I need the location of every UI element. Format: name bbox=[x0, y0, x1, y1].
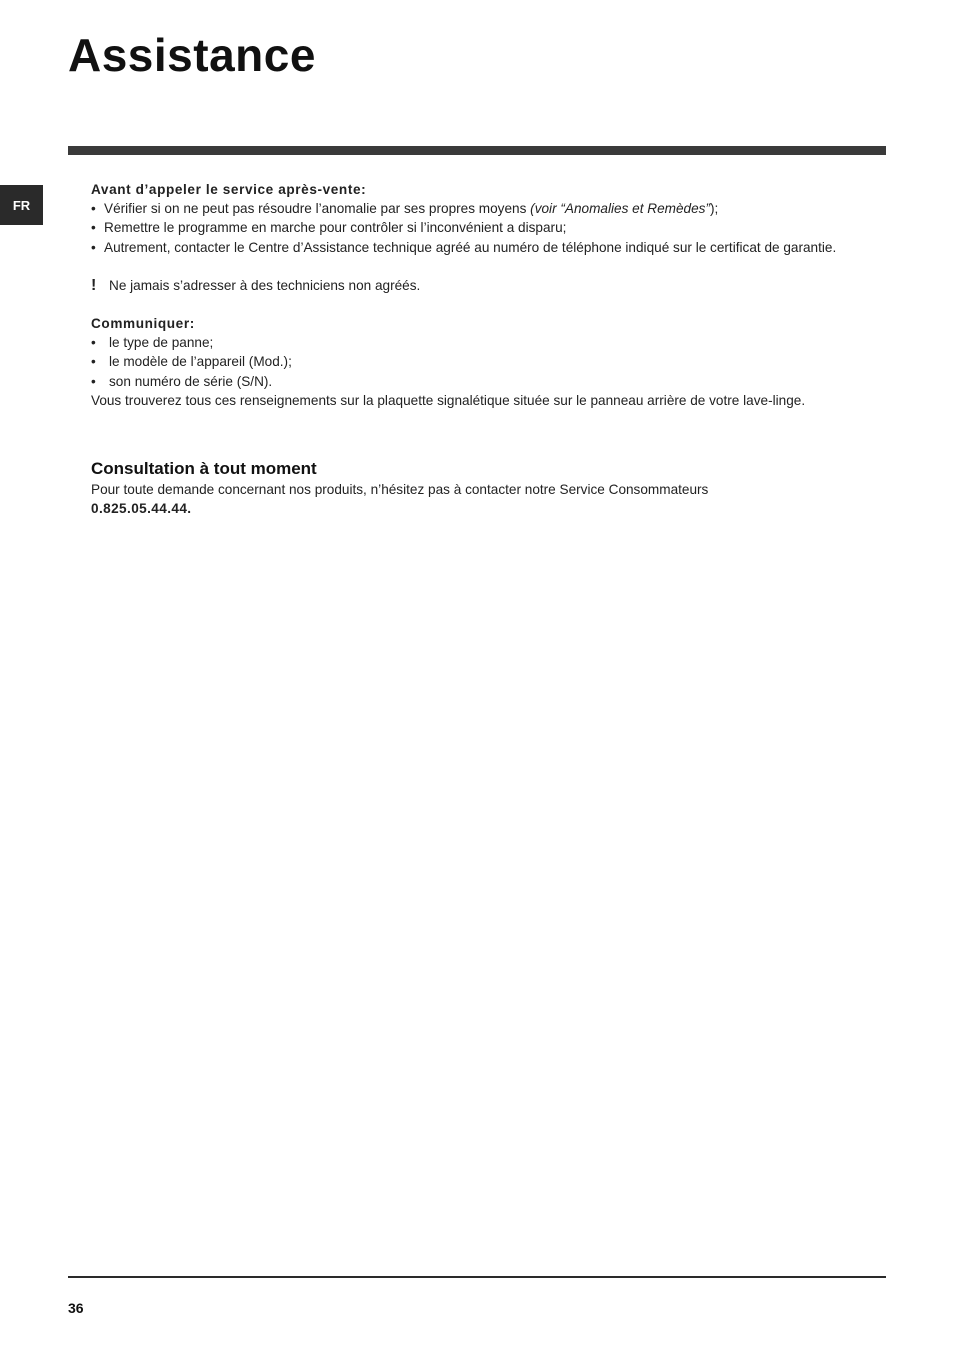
list-item-text: le modèle de l’appareil (Mod.); bbox=[109, 354, 292, 370]
page-title: Assistance bbox=[68, 29, 316, 81]
communicate-heading: Communiquer: bbox=[91, 316, 195, 332]
before-calling-heading: Avant d’appeler le service après-vente: bbox=[91, 182, 367, 197]
list-item-text: Remettre le programme en marche pour contrôler si l’inconvénient a disparu; bbox=[104, 220, 567, 236]
page-number: 36 bbox=[68, 1300, 84, 1316]
list-item bbox=[91, 352, 856, 371]
top-divider bbox=[68, 146, 886, 155]
list-item-text: son numéro de série (S/N). bbox=[109, 373, 273, 389]
list-item bbox=[91, 199, 856, 218]
warning-note bbox=[91, 276, 856, 295]
bullet-icon: • bbox=[91, 373, 96, 389]
list-item-text: Vérifier si on ne peut pas résoudre l’anomalie par ses propres moyens bbox=[104, 201, 531, 217]
main-content bbox=[91, 180, 856, 518]
warning-text: Ne jamais s’adresser à des techniciens non agréés. bbox=[109, 277, 421, 293]
list-item-italic: (voir “Anomalies et Remèdes” bbox=[530, 201, 710, 217]
exclamation-icon: ! bbox=[91, 276, 97, 294]
before-calling-section bbox=[91, 180, 856, 257]
consumer-service-phone: 0.825.05.44.44. bbox=[91, 501, 192, 517]
list-item bbox=[91, 218, 856, 237]
list-item bbox=[91, 372, 856, 391]
bullet-icon: • bbox=[91, 335, 96, 351]
bullet-icon: • bbox=[91, 220, 96, 236]
list-item-text: le type de panne; bbox=[109, 335, 214, 351]
communicate-note: Vous trouverez tous ces renseignements sur la plaquette signalétique située sur le panneau arrière de votre lave-linge. bbox=[91, 392, 806, 408]
list-item-text: Autrement, contacter le Centre d’Assistance technique agréé au numéro de téléphone indiqué sur le certificat de garantie. bbox=[104, 239, 837, 255]
bullet-icon: • bbox=[91, 239, 96, 255]
bullet-icon: • bbox=[91, 201, 96, 217]
communicate-section bbox=[91, 314, 856, 410]
communicate-list bbox=[91, 333, 856, 391]
list-item bbox=[91, 238, 856, 257]
consultation-section bbox=[91, 458, 856, 518]
list-item-text-end: ); bbox=[709, 201, 719, 217]
consultation-text: Pour toute demande concernant nos produits, n’hésitez pas à contacter notre Service Consommateurs bbox=[91, 482, 709, 498]
bullet-icon: • bbox=[91, 354, 96, 370]
language-tab: FR bbox=[0, 185, 43, 225]
bottom-divider bbox=[68, 1276, 886, 1278]
list-item bbox=[91, 333, 856, 352]
consultation-heading: Consultation à tout moment bbox=[91, 459, 317, 479]
before-calling-list bbox=[91, 199, 856, 257]
